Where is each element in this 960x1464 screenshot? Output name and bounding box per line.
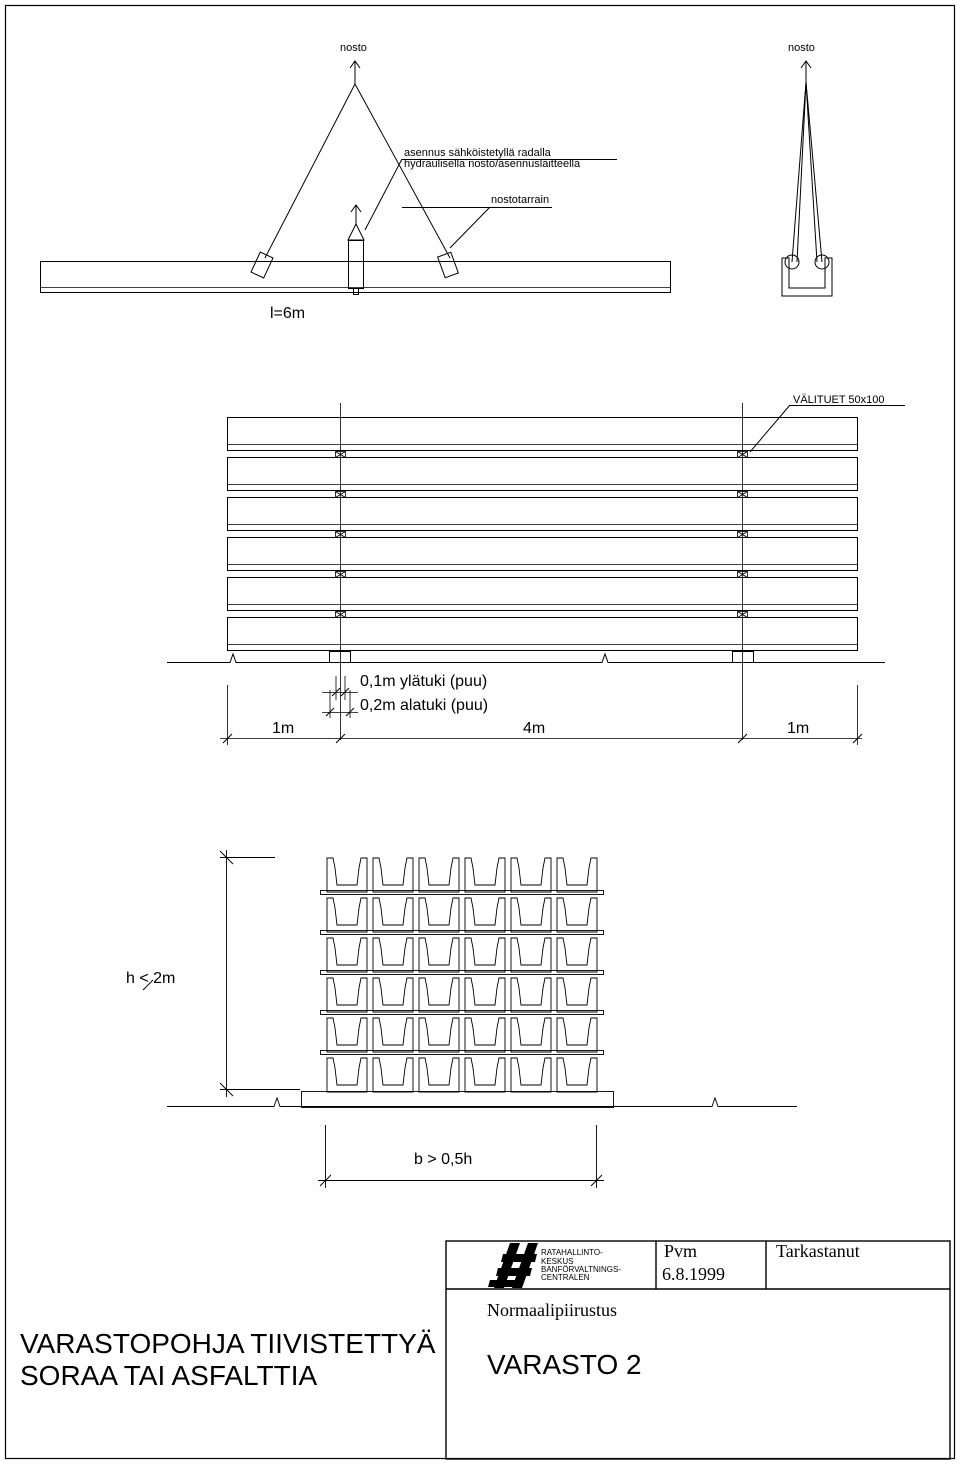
u-element — [511, 938, 551, 972]
u-element — [557, 938, 597, 972]
u-element — [557, 1018, 597, 1052]
u-element — [465, 898, 505, 932]
base-note-line1: VARASTOPOHJA TIIVISTETTYÄ — [20, 1328, 436, 1359]
u-element — [373, 938, 413, 972]
u-element — [419, 1018, 459, 1052]
u-element — [557, 978, 597, 1012]
lifting-side-view — [40, 61, 671, 295]
u-element — [327, 858, 367, 892]
u-element — [373, 1018, 413, 1052]
base-note-line2: SORAA TAI ASFALTTIA — [20, 1360, 318, 1391]
u-element — [373, 1058, 413, 1092]
height-label: h < 2m — [126, 970, 176, 987]
stack-end-view — [143, 850, 797, 1188]
stack-side-view — [167, 403, 905, 745]
u-element — [557, 1058, 597, 1092]
beam-length-label: l=6m — [270, 305, 306, 322]
u-element — [465, 938, 505, 972]
drawing-title: VARASTO 2 — [487, 1349, 642, 1380]
u-element — [511, 858, 551, 892]
org-name-line4: CENTRALEN — [541, 1273, 590, 1282]
u-element — [511, 1058, 551, 1092]
u-element — [419, 898, 459, 932]
u-element — [373, 858, 413, 892]
u-element — [327, 978, 367, 1012]
dim-middle-label: 4m — [523, 720, 546, 737]
u-element — [419, 938, 459, 972]
u-element — [557, 898, 597, 932]
u-element — [557, 858, 597, 892]
width-label: b > 0,5h — [414, 1151, 473, 1168]
u-element — [373, 898, 413, 932]
left-hook-label: nosto — [340, 42, 367, 54]
u-element — [327, 938, 367, 972]
date-value: 6.8.1999 — [662, 1264, 725, 1284]
spacers-label: VÄLITUET 50x100 — [793, 394, 885, 406]
org-name-line1: RATAHALLINTO- — [541, 1248, 603, 1257]
u-element — [511, 978, 551, 1012]
right-hook-label: nosto — [788, 42, 815, 54]
date-header: Pvm — [664, 1241, 698, 1261]
u-element — [465, 1058, 505, 1092]
u-element — [327, 1058, 367, 1092]
mount-note-line2: hydraulisella nosto/asennuslaitteella — [404, 158, 581, 170]
u-element — [419, 978, 459, 1012]
u-element — [419, 1058, 459, 1092]
org-name-line2: KESKUS — [541, 1257, 574, 1266]
mount-note-line1: asennus sähköistetyllä radalla — [404, 147, 551, 159]
u-element — [327, 898, 367, 932]
rhk-logo — [488, 1243, 538, 1288]
dim-right-label: 1m — [787, 720, 810, 737]
u-element — [419, 858, 459, 892]
u-element — [465, 1018, 505, 1052]
u-element — [373, 978, 413, 1012]
drawing-type: Normaalipiirustus — [487, 1300, 617, 1320]
org-name-line3: BANFÖRVALTNINGS- — [541, 1265, 622, 1274]
u-element — [465, 978, 505, 1012]
u-element — [511, 898, 551, 932]
lower-support-label: 0,2m alatuki (puu) — [360, 697, 489, 714]
u-element — [511, 1018, 551, 1052]
upper-support-label: 0,1m ylätuki (puu) — [360, 673, 488, 690]
checked-by-header: Tarkastanut — [776, 1241, 860, 1261]
u-element — [465, 858, 505, 892]
dim-left-label: 1m — [272, 720, 295, 737]
lifting-end-view — [782, 61, 832, 296]
u-element — [327, 1018, 367, 1052]
lifting-device-label: nostotarrain — [491, 194, 550, 206]
